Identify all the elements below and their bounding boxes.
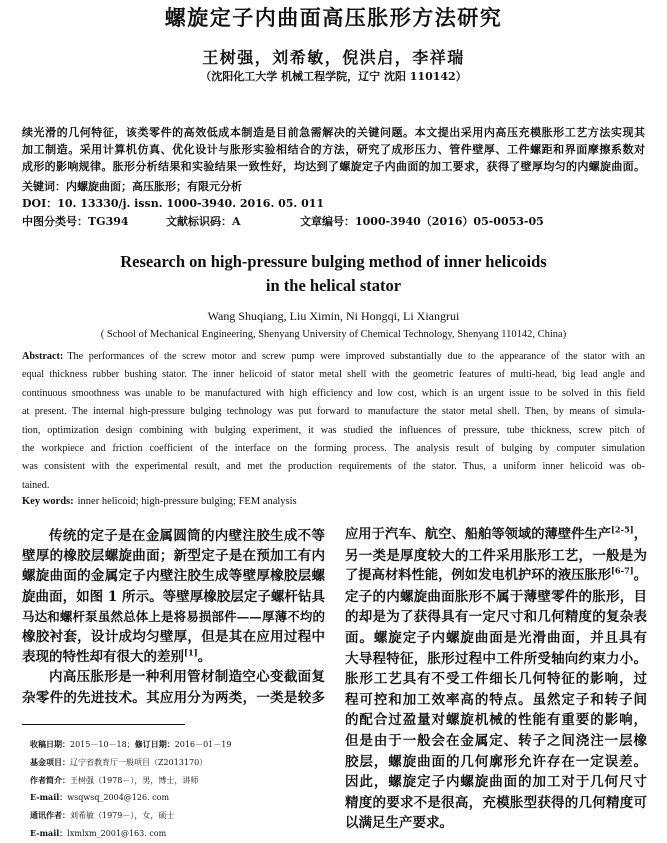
body-line	[22, 688, 325, 708]
footnote-text: wsqwsq_2004@126. com	[67, 793, 170, 803]
classification-line	[22, 213, 645, 230]
abstract-en-line	[22, 458, 645, 476]
body-citation: [1]	[184, 647, 198, 658]
body-line-content: 因此，螺旋定子内螺旋曲面的加工对于几何尺寸	[345, 774, 647, 791]
body-line-content: 马达和螺杆泵虽然总体上是将易损部件——厚薄不均的	[22, 608, 325, 624]
abstract-cn	[22, 107, 645, 175]
abstract-en-line-content: continuous smoothness was unable to be manufactured with high efficiency and low cost, which is an urgent issue to be solved in this field	[22, 387, 645, 399]
footnote-line	[30, 807, 325, 825]
body-line-content: 另一类是厚度较大的工件采用胀形工艺，一般是为	[345, 547, 647, 564]
body-line	[345, 566, 647, 587]
footnote-line-content	[30, 740, 231, 749]
footnote-text: 王树强（1978－），男，博士，讲师	[70, 775, 199, 785]
body-line-content: 以满足生产要求。	[345, 815, 453, 832]
document-code-label: 文献标识码：	[166, 215, 232, 228]
body-line	[22, 566, 325, 586]
body-citation: [6-7]	[611, 565, 634, 576]
body-line-content	[345, 565, 648, 584]
footnote-label-2: 修订日期：	[134, 739, 175, 749]
body-line-content: 大导程特征，胀形过程中工件所受轴向约束力小。	[345, 650, 647, 667]
footnote-label: E-mail：	[30, 792, 68, 803]
abstract-en-line-content: at present. The internal high-pressure bulging technology was put forward to manufacture the stator metal shell. Then, by means of simula-	[22, 406, 645, 418]
body-line-content: 旋曲面，如图 1 所示。等壁厚橡胶层定子螺杆钻具	[22, 588, 325, 605]
body-line-content: 胶层，螺旋曲面的几何廓形允许存在一定误差。	[345, 753, 647, 770]
body-line	[345, 607, 647, 628]
body-line	[345, 546, 647, 567]
abstract-cn-line-content: 加工制造。采用计算机仿真、优化设计与胀形实验相结合的方法，研究了成形压力、管件壁厚、工件螺距和界面摩擦系数对	[22, 143, 645, 156]
footnote-line-content	[30, 811, 174, 820]
abstract-en-line	[22, 422, 645, 440]
clc-value: TG394	[88, 215, 129, 228]
body-after: ，	[633, 527, 648, 542]
footnote-line-content	[30, 829, 166, 838]
footnote-text-2: 2016－01－19	[174, 740, 232, 749]
abstract-cn-line	[22, 107, 645, 124]
body-line-content: 橡胶衬套，设计成均匀壁厚，但是其在应用过程中	[22, 629, 325, 646]
body-line-content: 程可控和加工效率高的特点。虽然定子和转子间	[345, 691, 647, 708]
paper-title-en	[0, 250, 667, 298]
body-line	[345, 752, 647, 773]
body-line	[22, 587, 325, 607]
body-line	[22, 607, 325, 627]
abstract-en	[22, 348, 645, 495]
footnote-label: 通讯作者：	[30, 810, 70, 821]
affiliation-cn: （沈阳化工大学 机械工程学院，辽宁 沈阳 110142）	[200, 70, 467, 83]
body-line	[345, 710, 647, 731]
clc-label: 中图分类号：	[22, 215, 88, 228]
body-line	[22, 546, 325, 566]
body-line	[22, 647, 325, 667]
document-code-value: A	[232, 215, 241, 228]
footnote-divider	[22, 724, 185, 725]
abstract-en-label: Abstract:	[22, 351, 64, 362]
body-after: 。	[633, 568, 648, 584]
body-line-content: 的配合过盈量对螺旋机械的性能有重要的影响，	[345, 712, 647, 729]
body-text: 应用于汽车、航空、船舶等领域的薄壁件生产	[345, 527, 612, 542]
body-line-content: 定子的内螺旋曲面胀形不属于薄壁零件的胀形，目	[345, 588, 647, 605]
body-line	[345, 813, 647, 834]
footnote-line	[30, 772, 325, 790]
abstract-en-line-content: tained.	[22, 479, 50, 491]
body-line	[345, 525, 647, 546]
body-line	[345, 731, 647, 752]
affiliation-en: ( School of Mechanical Engineering, Shenyang University of Chemical Technology, Shenyang 110142, China)	[100, 329, 567, 340]
doi-value: 10. 13330/j. issn. 1000-3940. 2016. 05. 011	[57, 197, 325, 210]
body-line-content: 螺旋曲面的金属定子内壁注胶生成等壁厚橡胶层螺	[22, 568, 325, 585]
body-line	[22, 667, 325, 687]
abstract-cn-line	[22, 141, 645, 158]
keywords-cn	[22, 178, 645, 195]
footnote-line	[30, 736, 325, 754]
footnote-text: lxmlxm_2001@163. com	[67, 828, 167, 838]
footnote-line	[30, 754, 325, 772]
keywords-cn-label: 关键词：	[22, 180, 66, 193]
abstract-en-line-content: tion, optimization design combining with bulging experiment, it was studied the influences of pressure, tube thickness, screw pitch of	[22, 424, 645, 436]
abstract-cn-line	[22, 158, 645, 175]
body-line	[345, 772, 647, 793]
body-line-content: 的却是为了获得具有一定尺寸和几何精度的复杂表	[345, 609, 647, 626]
keywords-en-text: inner helicoid; high-pressure bulging; FEM analysis	[77, 496, 297, 507]
footnote-text: 2015－10－18；	[70, 740, 135, 749]
abstract-en-text: The performances of the screw motor and screw pump were improved substantially due to the appearance of the stator with an	[67, 351, 645, 362]
footnote-line-content	[30, 776, 198, 785]
abstract-cn-line	[22, 124, 645, 141]
footnote-label: E-mail：	[30, 827, 68, 838]
paper-title-en-line: Research on high-pressure bulging method of inner helicoids	[120, 252, 547, 271]
abstract-cn-line-content: 续光滑的几何特征，该类零件的高效低成本制造是目前急需解决的关键问题。本文提出采用内高压充模胀形工艺方法实现其	[22, 126, 645, 139]
body-column-right	[345, 525, 647, 834]
article-number	[300, 213, 544, 230]
body-line	[345, 669, 647, 690]
footnotes	[30, 736, 325, 843]
body-line-content: 但是由于一般会在金属定、转子之间浇注一层橡	[345, 732, 647, 749]
body-paragraph	[345, 525, 647, 834]
abstract-en-line	[22, 440, 645, 458]
body-line-content: 内高压胀形是一种利用管材制造空心变截面复	[49, 669, 325, 686]
body-line-content: 精度的要求不是很高，充模胀型获得的几何精度可	[345, 794, 647, 811]
paper-title-en-line: in the helical stator	[265, 276, 402, 295]
footnote-line-content	[30, 793, 169, 802]
body-paragraph	[22, 526, 325, 667]
body-column-left	[22, 526, 325, 708]
body-line-content: 杂零件的先进技术。其应用分为两类，一类是较多	[22, 689, 325, 706]
footnote-line	[30, 789, 325, 807]
author-list-cn: 王树强，刘希敏，倪洪启，李祥瑞	[202, 48, 465, 67]
article-number-value: 1000-3940（2016）05-0053-05	[355, 215, 544, 228]
abstract-en-line	[22, 385, 645, 403]
body-line-content	[345, 524, 648, 542]
footnote-line-content	[30, 758, 207, 767]
doi-line	[22, 195, 645, 212]
body-line	[345, 587, 647, 608]
body-line-content: 传统的定子是在金属圆筒的内壁注胶生成不等	[49, 528, 325, 544]
keywords-en-label: Key words:	[22, 496, 74, 507]
doi-label: DOI：	[22, 197, 58, 210]
body-line-content: 胀形工艺具有不受工件细长几何特征的影响，过	[345, 671, 647, 688]
body-line	[345, 628, 647, 649]
body-line	[345, 690, 647, 711]
document-code	[166, 213, 241, 230]
footnote-text: 刘希敏（1979－），女，硕士	[70, 811, 175, 821]
body-text: 了提高材料性能，例如发电机护环的液压胀形	[345, 568, 612, 584]
abstract-en-line-content: equal thickness rubber bushing stator. The inner helicoid of stator metal shell with the geometric features of multi-head, big lead angle and	[22, 369, 645, 381]
abstract-en-line-content: was consistent with the experimental result, and met the production requirements of the stator. Thus, a uniform inner helicoid was ob-	[22, 461, 645, 473]
body-line	[345, 649, 647, 670]
abstract-en-line-content	[22, 351, 645, 362]
body-text: 表现的特性却有很大的差别	[22, 649, 184, 666]
abstract-en-line-content: the workpiece and friction coefficient of the interface on the forming process. The analysis result of bulging by computer simulation	[22, 443, 645, 455]
footnote-label: 作者简介：	[30, 774, 70, 785]
footnote-label: 收稿日期：	[30, 739, 70, 749]
body-after: 。	[197, 649, 212, 666]
body-line	[22, 526, 325, 546]
author-list-en: Wang Shuqiang, Liu Ximin, Ni Hongqi, Li Xiangrui	[207, 309, 460, 323]
body-line-content: 面。螺旋定子内螺旋曲面是光滑曲面，并且具有	[345, 629, 647, 646]
paper-title-cn: 螺旋定子内曲面高压胀形方法研究	[164, 6, 503, 30]
body-line-content	[22, 649, 211, 665]
abstract-en-line	[22, 366, 645, 384]
article-number-label: 文章编号：	[300, 215, 355, 228]
abstract-en-line	[22, 348, 645, 366]
clc-number	[22, 213, 129, 230]
body-line	[345, 793, 647, 814]
body-paragraph	[22, 667, 325, 707]
footnote-line	[30, 825, 325, 843]
abstract-cn-line-content: 成形的影响规律。胀形分析结果和实验结果一致性好，均达到了螺旋定子内曲面的加工要求，获得了壁厚均匀的内螺旋曲面。	[22, 160, 645, 173]
body-citation: [2-5]	[611, 524, 634, 535]
footnote-label: 基金项目：	[30, 756, 70, 767]
abstract-en-line	[22, 403, 645, 421]
footnote-text: 辽宁省教育厅一般项目（Z2013170）	[70, 757, 208, 767]
body-line	[22, 627, 325, 647]
body-line-content: 壁厚的橡胶层螺旋曲面；新型定子是在预加工有内	[22, 548, 325, 565]
keywords-cn-text: 内螺旋曲面；高压胀形；有限元分析	[66, 180, 242, 193]
keywords-en	[22, 493, 645, 511]
